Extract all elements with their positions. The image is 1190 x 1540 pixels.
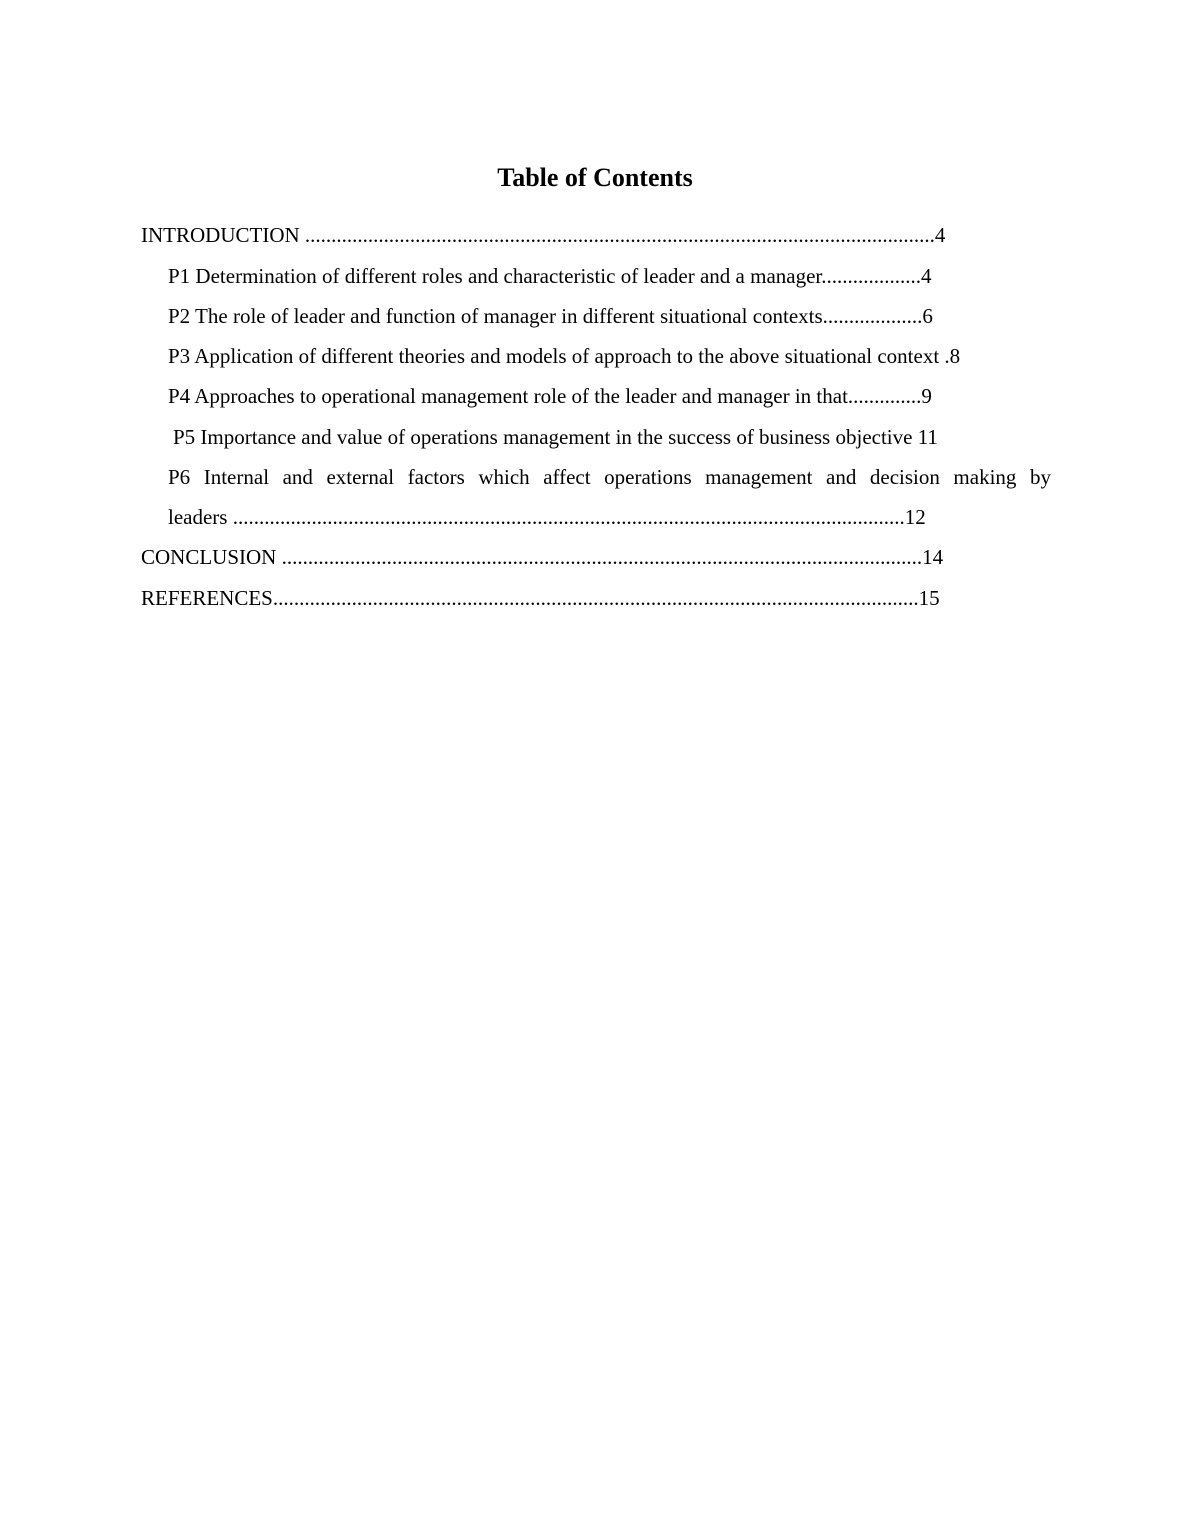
toc-entry-label: INTRODUCTION ........................................................................................................................4 (141, 223, 946, 247)
toc-entry-label: leaders ................................................................................................................................12 (168, 505, 926, 529)
toc-word: P6 (168, 465, 191, 489)
toc-entry-label: CONCLUSION ..........................................................................................................................14 (141, 545, 944, 569)
toc-entry-p5[interactable] (173, 423, 1023, 451)
toc-word: Internal (203, 465, 270, 489)
toc-entry-label: P2 The role of leader and function of manager in different situational contexts...................6 (168, 304, 933, 328)
toc-word: affect (543, 465, 591, 489)
toc-entry-references[interactable] (141, 584, 1051, 612)
toc-word: and (826, 465, 857, 489)
toc-word: factors (407, 465, 465, 489)
toc-entry-label: P3 Application of different theories and models of approach to the above situational context .8 (168, 344, 961, 368)
toc-word: which (478, 465, 530, 489)
toc-word: making (953, 465, 1017, 489)
toc-word: management (705, 465, 813, 489)
toc-entry-p6-line2[interactable] (168, 503, 1023, 531)
toc-word: decision (869, 465, 940, 489)
toc-entry-p2[interactable] (168, 302, 1023, 330)
toc-entry-p4[interactable] (168, 382, 1023, 410)
toc-entry-p1[interactable] (168, 262, 1023, 290)
toc-entry-label: REFERENCES...........................................................................................................................15 (141, 586, 940, 610)
toc-entry-p3[interactable] (168, 342, 1051, 370)
toc-entry-label: P4 Approaches to operational management role of the leader and manager in that..............9 (168, 384, 932, 408)
toc-word: operations (604, 465, 692, 489)
toc-entry-conclusion[interactable] (141, 543, 1051, 571)
toc-entry-label: P5 Importance and value of operations management in the success of business objective 11 (173, 425, 938, 449)
toc-entry-p6-line1[interactable] (168, 463, 1051, 491)
toc-entry-introduction[interactable] (141, 221, 1051, 249)
toc-word: by (1029, 465, 1051, 489)
toc-word: and (282, 465, 313, 489)
toc-entry-label: P1 Determination of different roles and characteristic of leader and a manager...................4 (168, 264, 932, 288)
toc-title: Table of Contents (497, 163, 693, 192)
toc-word: external (326, 465, 395, 489)
